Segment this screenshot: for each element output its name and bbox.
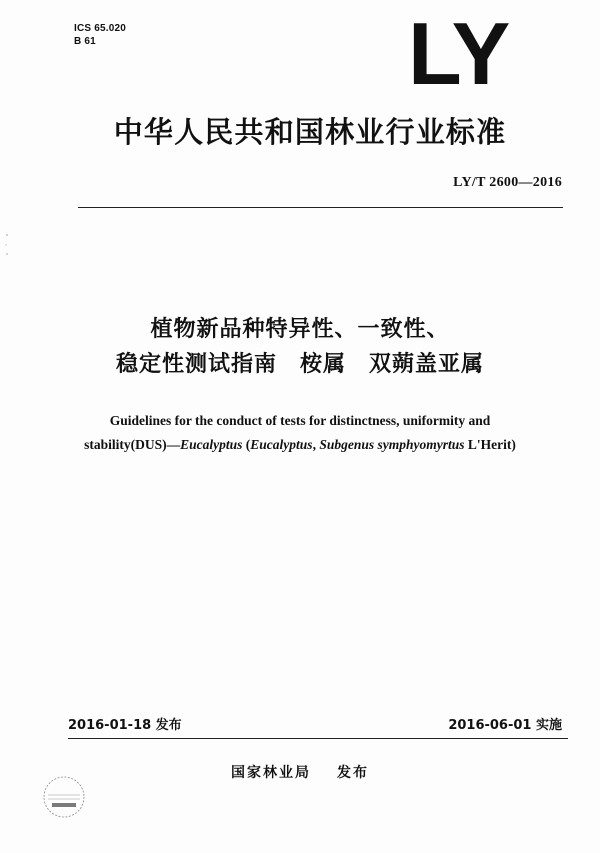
issue-date: 2016-01-18 发布: [68, 718, 182, 733]
english-title-line-1: Guidelines for the conduct of tests for distinctness, uniformity and: [109, 413, 491, 428]
en-title-part-2: (: [242, 437, 251, 452]
standard-number: LY/T 2600—2016: [453, 175, 562, 190]
standard-category-title: 中华人民共和国林业行业标准: [113, 115, 507, 149]
en-title-italic-3: Subgenus symphyomyrtus: [319, 437, 465, 452]
ics-code: ICS 65.020: [74, 23, 127, 34]
publisher-name: 国家林业局: [231, 765, 311, 781]
footer-divider: [68, 738, 568, 739]
ccs-code: B 61: [74, 36, 96, 47]
circular-stamp-icon: [40, 773, 88, 821]
en-title-italic-2: Eucalyptus: [250, 437, 313, 452]
header-divider: [78, 207, 563, 208]
en-title-part-1: stability(DUS)—: [84, 437, 181, 452]
classification-codes: [74, 22, 126, 48]
implementation-date: 2016-06-01 实施: [448, 718, 562, 733]
en-title-italic-1: Eucalyptus: [180, 437, 243, 452]
english-title-line-2: [0, 433, 600, 457]
en-title-part-4: L'Herit): [464, 437, 516, 452]
chinese-title-line-1: 植物新品种特异性、一致性、: [150, 317, 450, 342]
en-title-part-3: ,: [312, 437, 320, 452]
chinese-title: [0, 312, 600, 382]
scan-margin-marks: [2, 230, 12, 330]
chinese-title-line-2: 稳定性测试指南 桉属 双蒴盖亚属: [115, 352, 484, 377]
publisher-line: [0, 762, 600, 782]
ly-logo: LY: [408, 4, 509, 103]
publisher-action: 发布: [337, 765, 369, 781]
english-title: [0, 409, 600, 457]
